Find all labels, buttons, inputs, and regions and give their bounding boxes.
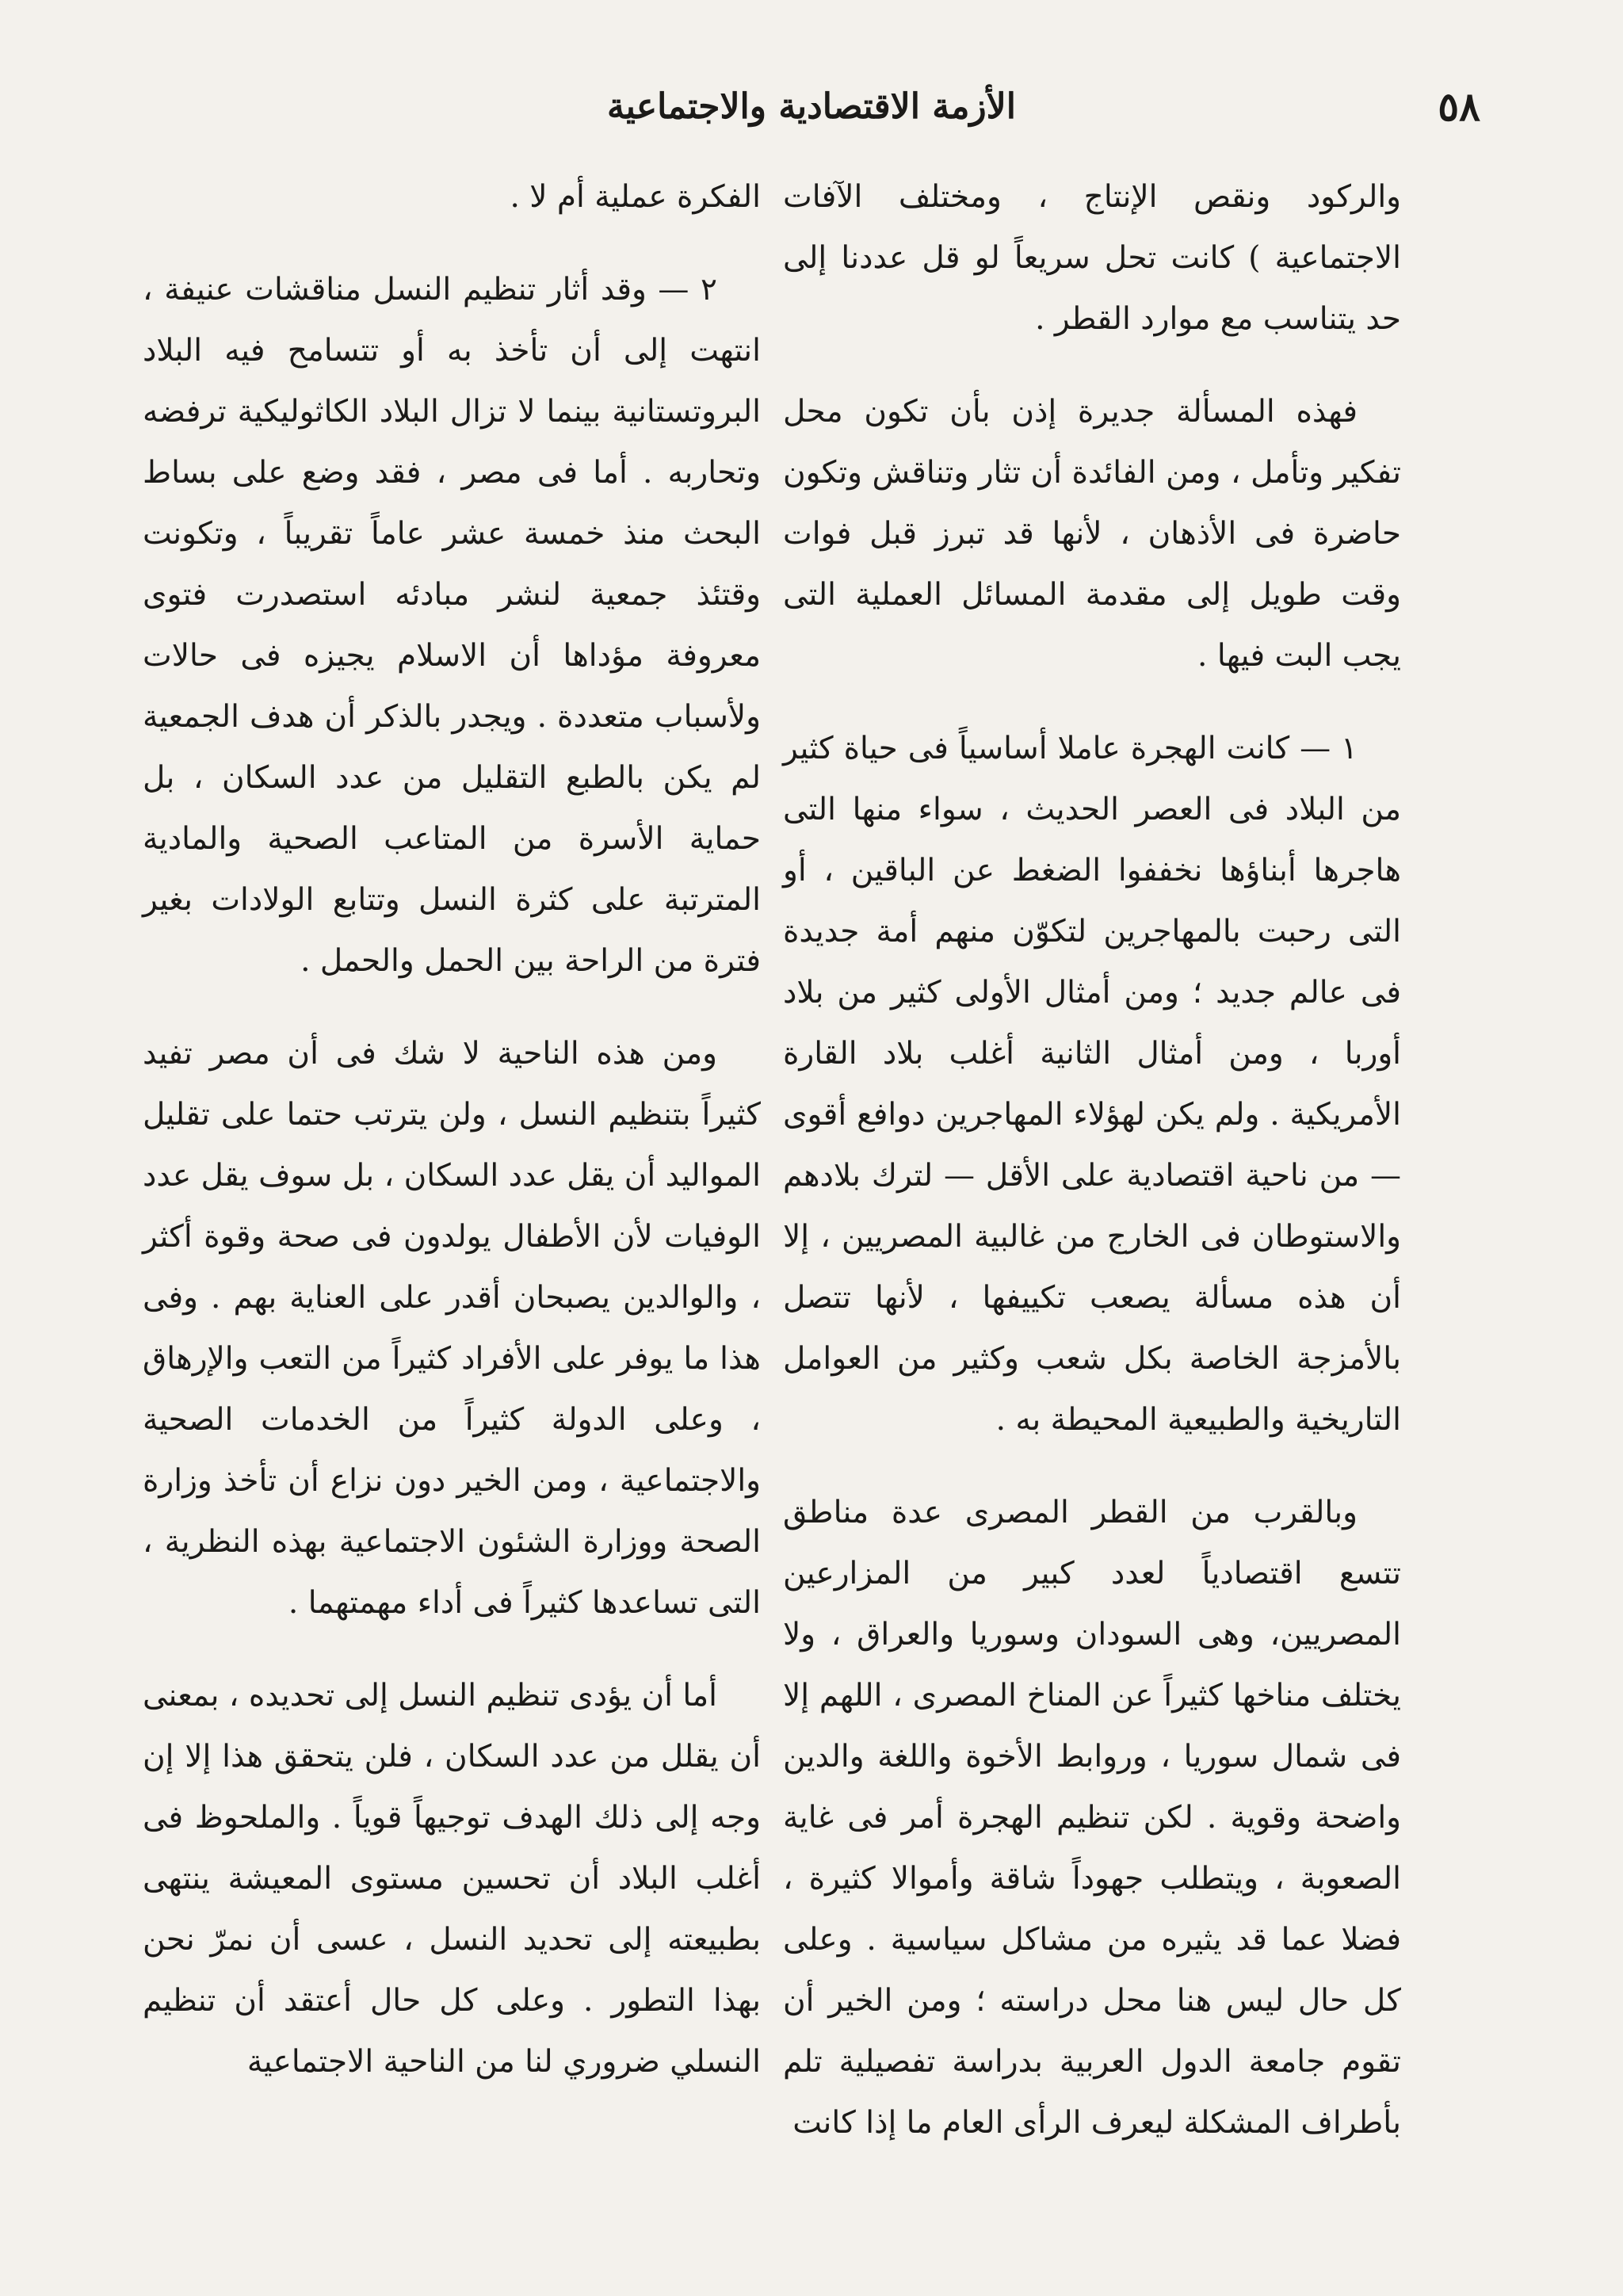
scan-margin [0, 0, 32, 2296]
paragraph: ٢ — وقد أثار تنظيم النسل مناقشات عنيفة ، انتهت إلى أن تأخذ به أو تتسامح فيه البلاد البروتستانية بينما لا تزال البلاد الكاثوليكية ترفضه وتحاربه . أما فى مصر ، فقد وضع على بساط البحث منذ خمسة عشر عاماً تقريباً ، وتكونت وقتئذ جمعية لنشر مبادئه استصدرت فتوى معروفة مؤداها أن الاسلام يجيزه فى حالات ولأسباب متعددة . ويجدر بالذكر أن هدف الجمعية لم يكن بالطبع التقليل من عدد السكان ، بل حماية الأسرة من المتاعب الصحية والمادية المترتبة على كثرة النسل وتتابع الولادات بغير فترة من الراحة بين الحمل والحمل . [143, 272, 761, 979]
paragraph: فهذه المسألة جديرة إذن بأن تكون محل تفكير وتأمل ، ومن الفائدة أن تثار وتناقش وتكون حاضرة فى الأذهان ، لأنها قد تبرز قبل فوات وقت طويل إلى مقدمة المسائل العملية التى يجب البت فيها . [783, 394, 1401, 674]
running-header [143, 75, 1480, 147]
running-title: الأزمة الاقتصادية والاجتماعية [607, 86, 1016, 127]
paragraph: الفكرة عملية أم لا . [510, 179, 761, 215]
paragraph: وبالقرب من القطر المصرى عدة مناطق تتسع اقتصادياً لعدد كبير من المزارعين المصريين، وهى السودان وسوريا والعراق ، ولا يختلف مناخها كثيراً عن المناخ المصرى ، اللهم إلا فى شمال سوريا ، وروابط الأخوة واللغة والدين واضحة وقوية . لكن تنظيم الهجرة أمر فى غاية الصعوبة ، ويتطلب جهوداً شاقة وأموالا كثيرة ، فضلا عما قد يثيره من مشاكل سياسية . وعلى كل حال ليس هنا محل دراسته ؛ ومن الخير أن تقوم جامعة الدول العربية بدراسة تفصيلية تلم بأطراف المشكلة ليعرف الرأى العام ما إذا كانت [783, 1495, 1401, 2141]
paragraph: ١ — كانت الهجرة عاملا أساسياً فى حياة كثير من البلاد فى العصر الحديث ، سواء منها التى هاجرها أبناؤها نخففوا الضغط عن الباقين ، أو التى رحبت بالمهاجرين لتكوّن منهم أمة جديدة فى عالم جديد ؛ ومن أمثال الأولى كثير من بلاد أوربا ، ومن أمثال الثانية أغلب بلاد القارة الأمريكية . ولم يكن لهؤلاء المهاجرين دوافع أقوى — من ناحية اقتصادية على الأقل — لترك بلادهم والاستوطان فى الخارج من غالبية المصريين ، إلا أن هذه مسألة يصعب تكييفها ، لأنها تتصل بالأمزجة الخاصة بكل شعب وكثير من العوامل التاريخية والطبيعية المحيطة به . [783, 731, 1402, 1438]
left-column [143, 166, 761, 2124]
paragraph: ومن هذه الناحية لا شك فى أن مصر تفيد كثيراً بتنظيم النسل ، ولن يترتب حتما على تقليل المواليد أن يقل عدد السكان ، بل سوف يقل عدد الوفيات لأن الأطفال يولدون فى صحة وقوة أكثر ، والوالدين يصبحان أقدر على العناية بهم . وفى هذا ما يوفر على الأفراد كثيراً من التعب والإرهاق ، وعلى الدولة كثيراً من الخدمات الصحية والاجتماعية ، ومن الخير دون نزاع أن تأخذ وزارة الصحة ووزارة الشئون الاجتماعية بهذه النظرية ، التى تساعدها كثيراً فى أداء مهمتهما . [143, 1036, 761, 1621]
page-number: ٥٨ [1438, 83, 1480, 130]
paragraph: والركود ونقص الإنتاج ، ومختلف الآفات الاجتماعية ) كانت تحل سريعاً لو قل عددنا إلى حد يتناسب مع موارد القطر . [783, 179, 1401, 337]
paragraph: أما أن يؤدى تنظيم النسل إلى تحديده ، بمعنى أن يقلل من عدد السكان ، فلن يتحقق هذا إلا إن وجه إلى ذلك الهدف توجيهاً قوياً . والملحوظ فى أغلب البلاد أن تحسين مستوى المعيشة ينتهى بطبيعته إلى تحديد النسل ، عسى أن نمرّ نحن بهذا التطور . وعلى كل حال أعتقد أن تنظيم النسلي ضروري لنا من الناحية الاجتماعية [143, 1678, 761, 2080]
right-column [783, 166, 1401, 2185]
